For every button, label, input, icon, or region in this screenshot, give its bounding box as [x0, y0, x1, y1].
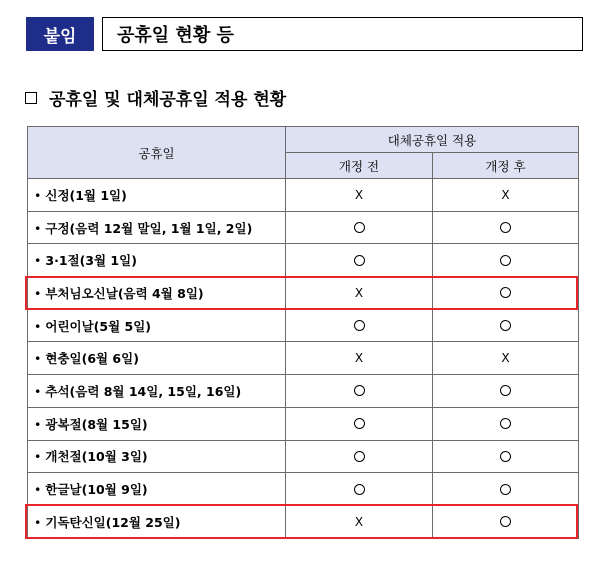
holiday-name-cell — [28, 375, 286, 408]
circle-mark-icon — [500, 320, 511, 331]
status-after-cell — [433, 309, 579, 342]
holiday-name: 구정(음력 12월 말일, 1월 1일, 2일) — [45, 220, 253, 236]
attachment-title: 공휴일 현황 등 — [102, 17, 583, 51]
circle-mark-icon — [500, 287, 511, 298]
holiday-name: 어린이날(5월 5일) — [45, 318, 151, 334]
bullet-icon: • — [34, 351, 42, 367]
status-after-cell — [433, 440, 579, 473]
holiday-name-cell — [28, 505, 286, 538]
status-before-cell — [286, 244, 433, 277]
status-before-cell — [286, 375, 433, 408]
x-mark-icon: X — [354, 187, 364, 202]
status-after-cell — [433, 505, 579, 538]
x-mark-icon: X — [354, 351, 364, 366]
bullet-icon: • — [34, 449, 42, 465]
section-heading — [25, 85, 286, 110]
circle-mark-icon — [500, 451, 511, 462]
status-before-cell — [286, 211, 433, 244]
circle-mark-icon — [354, 222, 365, 233]
status-before-cell — [286, 440, 433, 473]
table-row — [28, 179, 579, 212]
holiday-name: 한글날(10월 9일) — [45, 482, 148, 498]
status-before-cell — [286, 505, 433, 538]
x-mark-icon: X — [354, 514, 364, 529]
status-before-cell — [286, 473, 433, 506]
header-before: 개정 전 — [286, 153, 433, 179]
holiday-name: 신정(1월 1일) — [45, 187, 127, 203]
bullet-icon: • — [34, 187, 42, 203]
header-after: 개정 후 — [433, 153, 579, 179]
status-after-cell — [433, 473, 579, 506]
status-after-cell — [433, 244, 579, 277]
circle-mark-icon — [500, 418, 511, 429]
circle-mark-icon — [500, 255, 511, 266]
x-mark-icon: X — [501, 351, 510, 366]
holiday-name-cell — [28, 309, 286, 342]
holiday-name-cell — [28, 179, 286, 212]
circle-mark-icon — [354, 385, 365, 396]
status-after-cell — [433, 179, 579, 212]
status-after-cell — [433, 277, 579, 310]
holiday-name-cell — [28, 211, 286, 244]
circle-mark-icon — [354, 451, 365, 462]
header-holiday: 공휴일 — [28, 127, 286, 179]
table-row — [28, 505, 579, 538]
status-after-cell — [433, 407, 579, 440]
status-after-cell — [433, 211, 579, 244]
bullet-icon: • — [34, 383, 42, 399]
holiday-name: 추석(음력 8월 14일, 15일, 16일) — [45, 383, 242, 399]
bullet-icon: • — [34, 253, 42, 269]
holiday-name-cell — [28, 473, 286, 506]
status-before-cell — [286, 309, 433, 342]
holiday-table — [27, 126, 579, 539]
circle-mark-icon — [354, 418, 365, 429]
x-mark-icon: X — [501, 187, 510, 202]
bullet-icon: • — [34, 318, 42, 334]
x-mark-icon: X — [354, 285, 364, 300]
holiday-name: 부처님오신날(음력 4월 8일) — [45, 285, 204, 301]
circle-mark-icon — [354, 255, 365, 266]
holiday-name-cell — [28, 440, 286, 473]
circle-mark-icon — [500, 484, 511, 495]
table-row — [28, 375, 579, 408]
holiday-name: 개천절(10월 3일) — [45, 449, 148, 465]
holiday-name: 현충일(6월 6일) — [45, 351, 139, 367]
circle-mark-icon — [500, 516, 511, 527]
holiday-name-cell — [28, 407, 286, 440]
bullet-icon: • — [34, 220, 42, 236]
attachment-header — [26, 17, 583, 51]
status-before-cell — [286, 342, 433, 375]
bullet-icon: • — [34, 482, 42, 498]
status-after-cell — [433, 375, 579, 408]
holiday-name-cell — [28, 244, 286, 277]
header-substitute: 대체공휴일 적용 — [286, 127, 579, 153]
table-body — [28, 179, 579, 539]
square-bullet-icon — [25, 92, 37, 104]
circle-mark-icon — [354, 484, 365, 495]
circle-mark-icon — [354, 320, 365, 331]
circle-mark-icon — [500, 385, 511, 396]
bullet-icon: • — [34, 416, 42, 432]
table-row — [28, 277, 579, 310]
table-row — [28, 309, 579, 342]
status-before-cell — [286, 407, 433, 440]
circle-mark-icon — [500, 222, 511, 233]
bullet-icon: • — [34, 514, 42, 530]
table-row — [28, 440, 579, 473]
attachment-label: 붙임 — [26, 17, 94, 51]
holiday-name: 3·1절(3월 1일) — [45, 253, 137, 269]
status-before-cell — [286, 179, 433, 212]
table-row — [28, 342, 579, 375]
bullet-icon: • — [34, 285, 42, 301]
holiday-name: 광복절(8월 15일) — [45, 416, 148, 432]
status-after-cell — [433, 342, 579, 375]
holiday-name-cell — [28, 277, 286, 310]
table-row — [28, 211, 579, 244]
table-row — [28, 473, 579, 506]
holiday-name: 기독탄신일(12월 25일) — [45, 514, 181, 530]
table-row — [28, 244, 579, 277]
holiday-name-cell — [28, 342, 286, 375]
section-heading-text: 공휴일 및 대체공휴일 적용 현황 — [49, 90, 287, 110]
table-row — [28, 407, 579, 440]
status-before-cell — [286, 277, 433, 310]
